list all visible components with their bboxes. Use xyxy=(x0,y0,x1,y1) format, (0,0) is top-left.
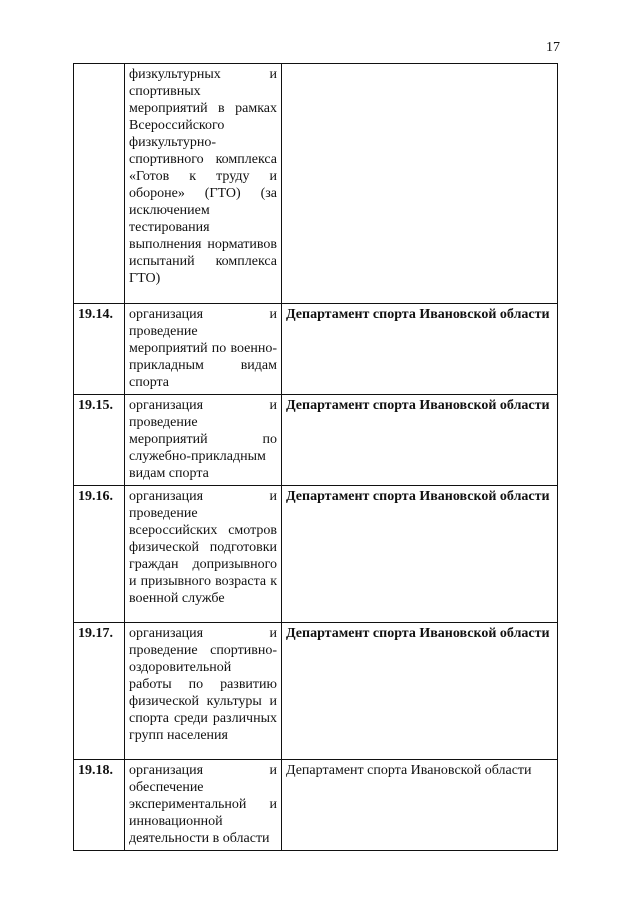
activity-cell: физкультурных и спортивных мероприятий в рамках Всероссийского физкультурно-спортивного комплекса «Готов к труду и обороне» (ГТО) (за исключением тестирования выполнения нормативов испытаний комплекса ГТО) xyxy=(125,64,282,304)
organization-cell: Департамент спорта Ивановской области xyxy=(282,760,558,851)
row-number: 19.18. xyxy=(74,760,125,851)
organization-cell xyxy=(282,64,558,304)
table-row xyxy=(74,64,558,304)
table-row xyxy=(74,304,558,395)
activity-cell: организация и проведение спортивно-оздоровительной работы по развитию физической культуры и спорта среди различных групп населения xyxy=(125,623,282,760)
table-row xyxy=(74,486,558,623)
activity-cell: организация и обеспечение экспериментальной и инновационной деятельности в области xyxy=(125,760,282,851)
activity-cell: организация и проведение мероприятий по военно-прикладным видам спорта xyxy=(125,304,282,395)
row-number: 19.14. xyxy=(74,304,125,395)
organization-cell: Департамент спорта Ивановской области xyxy=(282,623,558,760)
organization-cell: Департамент спорта Ивановской области xyxy=(282,486,558,623)
activity-cell: организация и проведение мероприятий по служебно-прикладным видам спорта xyxy=(125,395,282,486)
table-row xyxy=(74,395,558,486)
organization-cell: Департамент спорта Ивановской области xyxy=(282,395,558,486)
powers-table xyxy=(73,63,558,851)
row-number xyxy=(74,64,125,304)
table-row xyxy=(74,760,558,851)
row-number: 19.15. xyxy=(74,395,125,486)
page-number: 17 xyxy=(546,40,560,55)
organization-cell: Департамент спорта Ивановской области xyxy=(282,304,558,395)
row-number: 19.16. xyxy=(74,486,125,623)
activity-cell: организация и проведение всероссийских смотров физической подготовки граждан допризывного и призывного возраста к военной службе xyxy=(125,486,282,623)
table-row xyxy=(74,623,558,760)
row-number: 19.17. xyxy=(74,623,125,760)
